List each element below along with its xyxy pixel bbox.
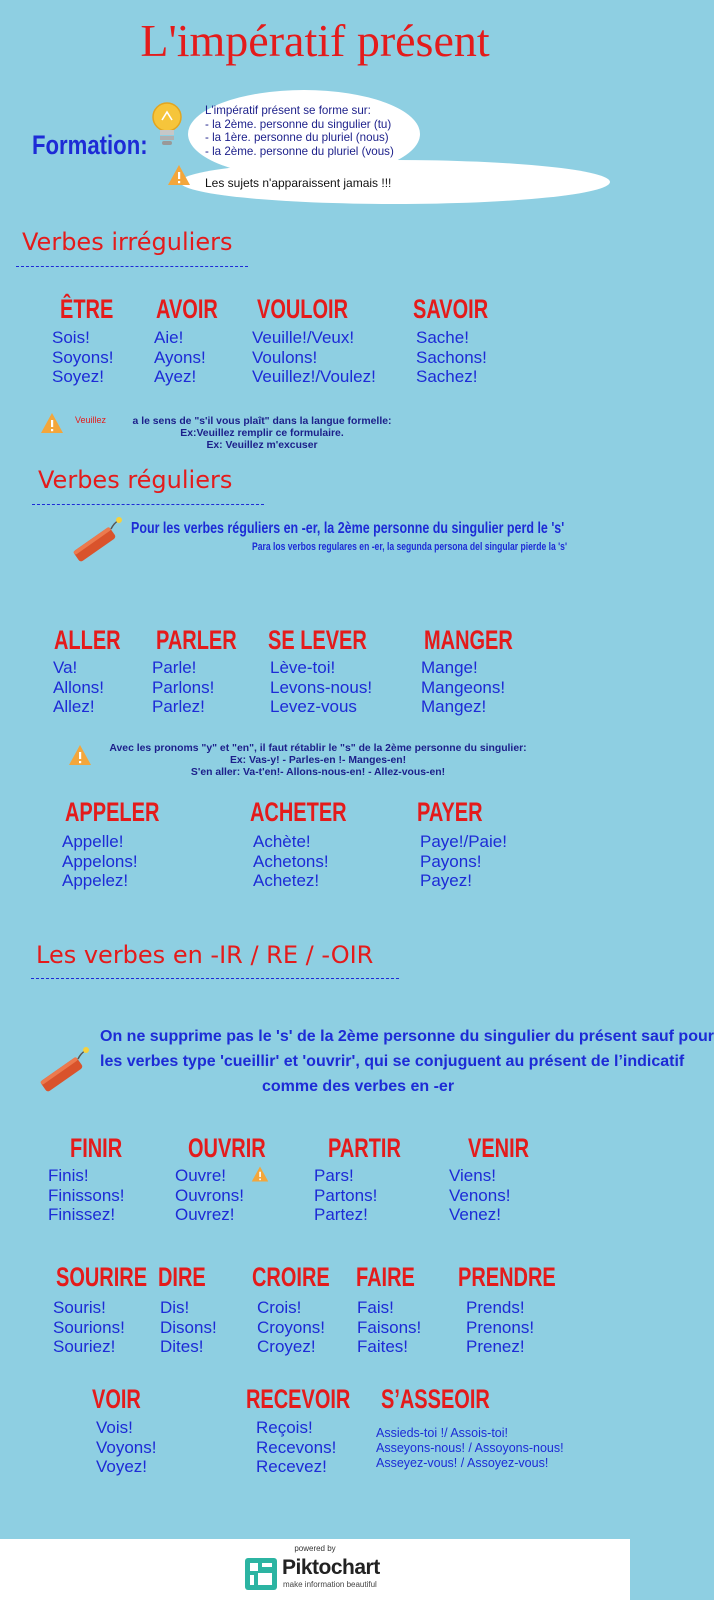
verb-form: Assieds-toi !/ Assois-toi!: [376, 1426, 508, 1440]
ir-re-oir-tip: [100, 1024, 714, 1099]
verb-form: Fais!: [357, 1298, 394, 1317]
verb-forms: [257, 1298, 325, 1357]
verb-forms: [376, 1426, 564, 1471]
verb-forms: [53, 658, 104, 717]
verb-heading: ACHETER: [250, 797, 347, 827]
dynamite-icon: [66, 515, 126, 565]
piktochart-brand[interactable]: Piktochart: [282, 1556, 380, 1579]
verb-form: Vois!: [96, 1418, 133, 1437]
verb-form: Sois!: [52, 328, 90, 347]
verb-form: Pars!: [314, 1166, 354, 1185]
subjects-note: Les sujets n'apparaissent jamais !!!: [205, 176, 392, 190]
tip-line: les verbes type 'cueillir' et 'ouvrir', qui se conjuguent au présent de l’indicatif: [100, 1053, 685, 1070]
veuillez-note: [112, 416, 412, 452]
section-heading-irreguliers: Verbes irréguliers: [22, 228, 233, 256]
verb-heading: APPELER: [65, 797, 160, 827]
verb-form: Faites!: [357, 1337, 409, 1356]
verb-heading: ÊTRE: [60, 294, 114, 324]
verb-form: Souris!: [53, 1298, 106, 1317]
verb-form: Appelons!: [62, 851, 138, 871]
verb-forms: [96, 1418, 157, 1477]
note-line: Avec les pronoms "y" et "en", il faut rétablir le "s" de la 2ème personne du singulier:: [109, 743, 527, 754]
verb-form: Venons!: [449, 1185, 511, 1205]
verb-form: Crois!: [257, 1298, 302, 1317]
verb-form: Prenons!: [466, 1317, 535, 1337]
verb-form: Lève-toi!: [270, 658, 336, 677]
verb-form: Aie!: [154, 328, 184, 347]
verb-form: Faisons!: [357, 1317, 422, 1337]
verb-forms: [154, 328, 206, 387]
verb-form: Achetons!: [253, 851, 329, 871]
verb-form: Paye!/Paie!: [420, 832, 507, 851]
verb-forms: [253, 832, 329, 891]
verb-heading: VENIR: [468, 1133, 530, 1163]
verb-form: Va!: [53, 658, 78, 677]
verb-form: Achetez!: [253, 871, 320, 890]
verb-forms: [52, 328, 113, 387]
verb-forms: [357, 1298, 421, 1357]
verb-form: Ayez!: [154, 367, 197, 386]
note-line: Ex: Veuillez m'excuser: [206, 440, 318, 451]
verb-form: Recevez!: [256, 1457, 327, 1476]
verb-form: Croyez!: [257, 1337, 316, 1356]
verb-form: Voulons!: [252, 347, 318, 367]
verb-form: Finissez!: [48, 1205, 116, 1224]
verb-form: Prends!: [466, 1298, 525, 1317]
verb-heading: RECEVOIR: [246, 1384, 351, 1414]
verb-form: Veuillez!/Voulez!: [252, 367, 376, 386]
verb-form: Payez!: [420, 871, 472, 890]
reguliers-tip-fr: Pour les verbes réguliers en -er, la 2ème personne du singulier perd le 's': [131, 520, 565, 537]
section-divider: [16, 266, 248, 267]
bubble-line: - la 2ème. personne du singulier (tu): [205, 117, 392, 131]
verb-heading: FAIRE: [356, 1262, 415, 1292]
verb-form: Soyez!: [52, 367, 104, 386]
verb-form: Ayons!: [154, 347, 206, 367]
verb-heading: MANGER: [424, 625, 513, 655]
verb-form: Prenez!: [466, 1337, 525, 1356]
verb-forms: [421, 658, 505, 717]
verb-form: Partez!: [314, 1205, 368, 1224]
verb-form: Allons!: [53, 677, 105, 697]
lightbulb-icon: [148, 100, 186, 150]
tip-line: On ne supprime pas le 's' de la 2ème personne du singulier du présent sauf pour: [100, 1028, 714, 1045]
verb-forms: [466, 1298, 534, 1357]
verb-form: Voyez!: [96, 1457, 148, 1476]
bubble-line: - la 1ère. personne du pluriel (nous): [205, 131, 389, 145]
section-heading-ir-re-oir: Les verbes en -IR / RE / -OIR: [36, 941, 374, 969]
verb-forms: [160, 1298, 217, 1357]
dynamite-icon: [33, 1045, 93, 1095]
section-divider: [32, 504, 264, 505]
verb-form: Veuille!/Veux!: [252, 328, 355, 347]
page-title: L'impératif présent: [140, 15, 490, 66]
verb-forms: [449, 1166, 510, 1225]
note-line: Ex:Veuillez remplir ce formulaire.: [180, 428, 344, 439]
verb-form: Viens!: [449, 1166, 496, 1185]
verb-form: Levez-vous: [270, 697, 357, 716]
verb-form: Ouvrez!: [175, 1205, 235, 1224]
verb-form: Parlons!: [152, 677, 215, 697]
verb-forms: [53, 1298, 125, 1357]
verb-form: Sourions!: [53, 1317, 125, 1337]
pronoms-note: [98, 743, 538, 779]
warning-icon: [167, 163, 191, 187]
warning-icon: [68, 743, 92, 767]
reguliers-tip-es: Para los verbos regulares en -er, la segunda persona del singular pierde la 's': [252, 541, 567, 553]
verb-heading: VOULOIR: [257, 294, 349, 324]
verb-heading: DIRE: [158, 1262, 206, 1292]
tip-line: comme des verbes en -er: [261, 1078, 455, 1095]
verb-form: Achète!: [253, 832, 311, 851]
verb-heading: SAVOIR: [413, 294, 489, 324]
verb-form: Croyons!: [257, 1317, 326, 1337]
verb-form: Recevons!: [256, 1437, 337, 1457]
verb-forms: [152, 658, 214, 717]
verb-form: Dites!: [160, 1337, 204, 1356]
verb-heading: FINIR: [70, 1133, 123, 1163]
verb-form: Mange!: [421, 658, 478, 677]
verb-heading: S’ASSEOIR: [381, 1384, 490, 1414]
verb-forms: [252, 328, 376, 387]
note-line: Ex: Vas-y! - Parles-en !- Manges-en!: [229, 755, 407, 766]
formation-label: Formation:: [32, 130, 148, 160]
section-divider: [31, 978, 399, 979]
verb-form: Soyons!: [52, 347, 114, 367]
verb-form: Reçois!: [256, 1418, 313, 1437]
verb-heading: CROIRE: [252, 1262, 330, 1292]
verb-form: Souriez!: [53, 1337, 116, 1356]
verb-form: Parle!: [152, 658, 197, 677]
veuillez-word: Veuillez: [75, 415, 107, 425]
verb-forms: [416, 328, 487, 387]
verb-form: Venez!: [449, 1205, 501, 1224]
piktochart-tagline: make information beautiful: [283, 1580, 377, 1589]
piktochart-logo-icon: [244, 1557, 278, 1591]
section-heading-reguliers: Verbes réguliers: [38, 466, 233, 494]
verb-form: Finissons!: [48, 1185, 125, 1205]
verb-heading: PARTIR: [328, 1133, 401, 1163]
verb-forms: [48, 1166, 125, 1225]
verb-forms: [270, 658, 372, 717]
verb-form: Disons!: [160, 1317, 217, 1337]
verb-heading: OUVRIR: [188, 1133, 266, 1163]
verb-form: Dis!: [160, 1298, 190, 1317]
verb-heading: SOURIRE: [56, 1262, 148, 1292]
verb-form: Asseyons-nous! / Assoyons-nous!: [376, 1441, 564, 1455]
verb-form: Asseyez-vous! / Assoyez-vous!: [376, 1456, 549, 1470]
verb-form: Allez!: [53, 697, 95, 716]
verb-form: Levons-nous!: [270, 677, 373, 697]
verb-forms: [420, 832, 507, 891]
verb-form: Ouvrons!: [175, 1185, 244, 1205]
verb-heading: PARLER: [156, 625, 237, 655]
verb-heading: PRENDRE: [458, 1262, 556, 1292]
verb-form: Mangeons!: [421, 677, 506, 697]
verb-form: Payons!: [420, 851, 482, 871]
warning-icon: [251, 1165, 269, 1183]
verb-form: Appelez!: [62, 871, 129, 890]
bubble-line: L'impératif présent se forme sur:: [205, 104, 371, 117]
verb-heading: ALLER: [54, 625, 121, 655]
verb-form: Sache!: [416, 328, 469, 347]
formation-bubble-text: [205, 104, 394, 158]
verb-heading: AVOIR: [156, 294, 218, 324]
powered-by-text: powered by: [294, 1544, 336, 1553]
verb-forms: [175, 1166, 244, 1225]
verb-form: Appelle!: [62, 832, 124, 851]
verb-form: Finis!: [48, 1166, 89, 1185]
verb-form: Mangez!: [421, 697, 487, 716]
note-line: a le sens de "s'il vous plaît" dans la langue formelle:: [132, 416, 392, 427]
verb-form: Parlez!: [152, 697, 205, 716]
verb-form: Voyons!: [96, 1437, 157, 1457]
verb-heading: SE LEVER: [268, 625, 367, 655]
verb-form: Sachez!: [416, 367, 478, 386]
warning-icon: [40, 411, 64, 435]
verb-form: Ouvre!: [175, 1166, 227, 1185]
verb-form: Partons!: [314, 1185, 378, 1205]
verb-heading: VOIR: [92, 1384, 141, 1414]
verb-heading: PAYER: [417, 797, 483, 827]
note-line: S'en aller: Va-t'en!- Allons-nous-en! - Allez-vous-en!: [190, 767, 446, 778]
verb-forms: [62, 832, 138, 891]
verb-forms: [314, 1166, 377, 1225]
verb-form: Sachons!: [416, 347, 487, 367]
verb-forms: [256, 1418, 336, 1477]
bubble-line: - la 2ème. personne du pluriel (vous): [205, 144, 394, 158]
